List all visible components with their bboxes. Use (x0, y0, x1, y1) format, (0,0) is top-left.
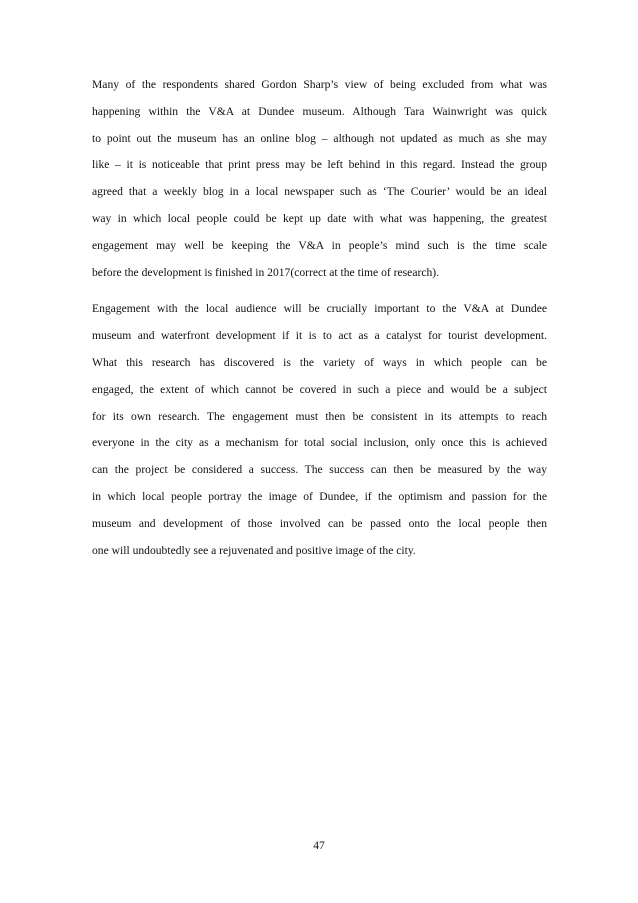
text-line: can the project be considered a success. The success can then be measured by the way (92, 463, 547, 477)
text-line: way in which local people could be kept up date with what was happening, the greatest (92, 211, 547, 225)
text-line: like – it is noticeable that print press may be left behind in this regard. Instead the group (92, 158, 547, 172)
text-line: before the development is finished in 2017(correct at the time of research). (92, 265, 440, 279)
paragraph-1 (92, 72, 547, 286)
text-line: in which local people portray the image of Dundee, if the optimism and passion for the (92, 489, 547, 503)
text-line: to point out the museum has an online blog – although not updated as much as she may (92, 131, 547, 145)
text-line: Engagement with the local audience will be crucially important to the V&A at Dundee (92, 302, 547, 316)
text-line: engaged, the extent of which cannot be covered in such a piece and would be a subject (92, 382, 547, 396)
text-line: agreed that a weekly blog in a local newspaper such as ‘The Courier’ would be an ideal (92, 185, 547, 199)
text-line: happening within the V&A at Dundee museum. Although Tara Wainwright was quick (92, 104, 547, 118)
paragraph-2 (92, 296, 547, 564)
text-line: one will undoubtedly see a rejuvenated and positive image of the city. (92, 543, 416, 557)
text-line: engagement may well be keeping the V&A in people’s mind such is the time scale (92, 238, 547, 252)
body-text (92, 72, 547, 574)
page-number: 47 (313, 839, 325, 852)
text-line: for its own research. The engagement must then be consistent in its attempts to reach (92, 409, 547, 423)
text-line: Many of the respondents shared Gordon Sharp’s view of being excluded from what was (92, 78, 547, 91)
text-line: museum and waterfront development if it is to act as a catalyst for tourist development. (92, 329, 547, 343)
text-line: What this research has discovered is the variety of ways in which people can be (92, 355, 547, 369)
text-line: museum and development of those involved can be passed onto the local people then (92, 516, 547, 530)
text-line: everyone in the city as a mechanism for total social inclusion, only once this is achieved (92, 436, 547, 450)
